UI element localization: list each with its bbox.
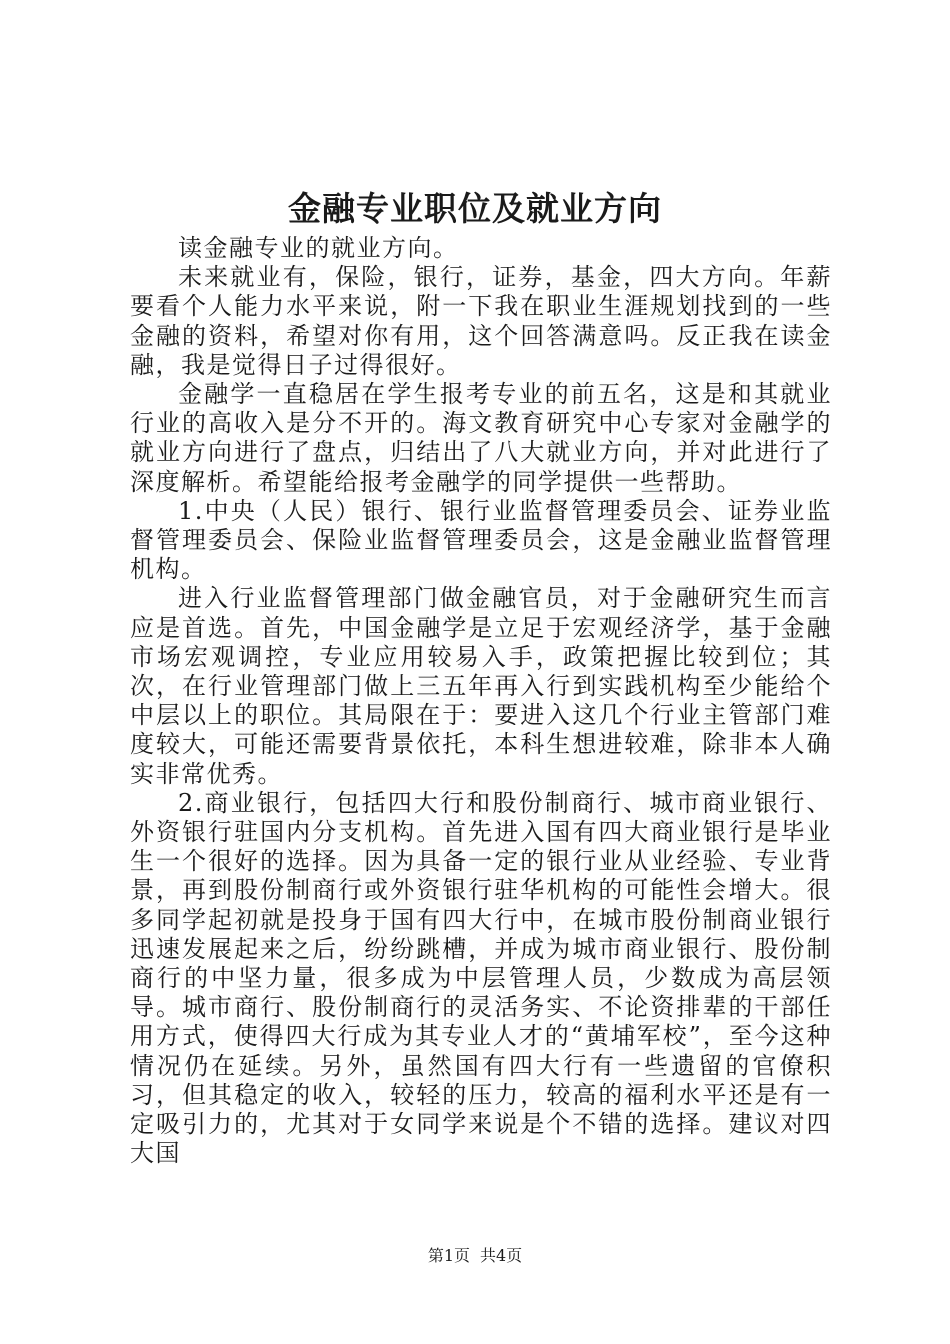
page-number-current: 第1页 xyxy=(427,1246,470,1265)
document-body xyxy=(130,234,832,1169)
paragraph: 读金融专业的就业方向。 xyxy=(178,234,459,262)
document-title: 金融专业职位及就业方向 xyxy=(288,189,662,228)
paragraph: 2.商业银行，包括四大行和股份制商行、城市商业银行、外资银行驻国内分支机构。首先进入国有四大商业银行是毕业生一个很好的选择。因为具备一定的银行业从业经验、专业背景，再到股份制商行或外资银行驻华机构的可能性会增大。很多同学起初就是投身于国有四大行中，在城市股份制商业银行迅速发展起来之后，纷纷跳槽，并成为城市商业银行、股份制商行的中坚力量，很多成为中层管理人员，少数成为高层领导。城市商行、股份制商行的灵活务实、不论资排辈的干部任用方式，使得四大行成为其专业人才的“黄埔军校”，至今这种情况仍在延续。另外，虽然国有四大行有一些遗留的官僚积习，但其稳定的收入，较轻的压力，较高的福利水平还是有一定吸引力的，尤其对于女同学来说是个不错的选择。建议对四大国 xyxy=(130,788,832,1168)
paragraph: 1.中央（人民）银行、银行业监督管理委员会、证券业监督管理委员会、保险业监督管理委员会，这是金融业监督管理机构。 xyxy=(130,496,832,584)
page-number-total: 共4页 xyxy=(480,1246,523,1265)
page-footer xyxy=(0,1246,950,1266)
paragraph: 未来就业有，保险，银行，证券，基金，四大方向。年薪要看个人能力水平来说，附一下我在职业生涯规划找到的一些金融的资料，希望对你有用，这个回答满意吗。反正我在读金融，我是觉得日子过得很好。 xyxy=(130,263,832,379)
paragraph: 进入行业监督管理部门做金融官员，对于金融研究生而言应是首选。首先，中国金融学是立足于宏观经济学，基于金融市场宏观调控，专业应用较易入手，政策把握比较到位；其次，在行业管理部门做上三五年再入行到实践机构至少能给个中层以上的职位。其局限在于：要进入这几个行业主管部门难度较大，可能还需要背景依托，本科生想进较难，除非本人确实非常优秀。 xyxy=(130,584,832,788)
paragraph: 金融学一直稳居在学生报考专业的前五名，这是和其就业行业的高收入是分不开的。海文教育研究中心专家对金融学的就业方向进行了盘点，归结出了八大就业方向，并对此进行了深度解析。希望能给报考金融学的同学提供一些帮助。 xyxy=(130,380,832,496)
